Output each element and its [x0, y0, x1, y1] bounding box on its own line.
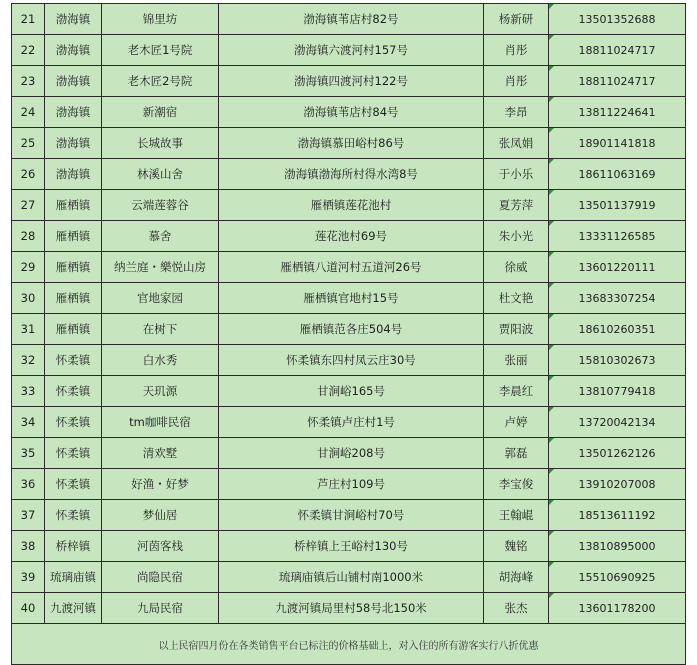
- cell-number: 36: [12, 469, 45, 500]
- cell-town: 渤海镇: [45, 4, 102, 35]
- cell-homestay-name: 锦里坊: [102, 4, 219, 35]
- table-row: [12, 469, 686, 500]
- cell-homestay-name: 尚隐民宿: [102, 562, 219, 593]
- cell-address: 桥梓镇上王峪村130号: [219, 531, 484, 562]
- cell-number: 23: [12, 66, 45, 97]
- cell-homestay-name: 天玑源: [102, 376, 219, 407]
- cell-number: 38: [12, 531, 45, 562]
- cell-phone: 18901141818: [549, 128, 686, 159]
- table-row: [12, 128, 686, 159]
- cell-homestay-name: 老木匠2号院: [102, 66, 219, 97]
- cell-phone: 13910207008: [549, 469, 686, 500]
- cell-address: 雁栖镇范各庄504号: [219, 314, 484, 345]
- cell-homestay-name: 好渔・好梦: [102, 469, 219, 500]
- cell-homestay-name: 慕舍: [102, 221, 219, 252]
- cell-address: 怀柔镇卢庄村1号: [219, 407, 484, 438]
- cell-number: 30: [12, 283, 45, 314]
- cell-homestay-name: 白水秀: [102, 345, 219, 376]
- cell-town: 怀柔镇: [45, 438, 102, 469]
- cell-town: 怀柔镇: [45, 469, 102, 500]
- cell-town: 怀柔镇: [45, 407, 102, 438]
- table-row: [12, 407, 686, 438]
- cell-phone: 18811024717: [549, 66, 686, 97]
- table-row: [12, 159, 686, 190]
- table-row: [12, 345, 686, 376]
- cell-number: 39: [12, 562, 45, 593]
- cell-address: 渤海镇渤海所村得水湾8号: [219, 159, 484, 190]
- cell-town: 琉璃庙镇: [45, 562, 102, 593]
- cell-number: 35: [12, 438, 45, 469]
- cell-address: 甘涧峪165号: [219, 376, 484, 407]
- cell-number: 40: [12, 593, 45, 624]
- table-row: [12, 66, 686, 97]
- cell-contact: 徐威: [484, 252, 549, 283]
- cell-phone: 13501262126: [549, 438, 686, 469]
- cell-town: 雁栖镇: [45, 314, 102, 345]
- cell-homestay-name: 九局民宿: [102, 593, 219, 624]
- cell-address: 甘涧峪208号: [219, 438, 484, 469]
- table-row: [12, 531, 686, 562]
- cell-homestay-name: 清欢墅: [102, 438, 219, 469]
- cell-address: 渤海镇六渡河村157号: [219, 35, 484, 66]
- cell-number: 22: [12, 35, 45, 66]
- cell-number: 32: [12, 345, 45, 376]
- cell-number: 25: [12, 128, 45, 159]
- cell-homestay-name: 梦仙居: [102, 500, 219, 531]
- cell-phone: 18610260351: [549, 314, 686, 345]
- cell-number: 28: [12, 221, 45, 252]
- cell-address: 渤海镇慕田峪村86号: [219, 128, 484, 159]
- cell-town: 桥梓镇: [45, 531, 102, 562]
- cell-number: 29: [12, 252, 45, 283]
- cell-phone: 13720042134: [549, 407, 686, 438]
- table-row: [12, 593, 686, 624]
- cell-town: 雁栖镇: [45, 190, 102, 221]
- cell-contact: 肖彤: [484, 35, 549, 66]
- cell-address: 芦庄村109号: [219, 469, 484, 500]
- cell-address: 渤海镇苇店村84号: [219, 97, 484, 128]
- table-row: [12, 97, 686, 128]
- cell-phone: 18513611192: [549, 500, 686, 531]
- cell-contact: 张丽: [484, 345, 549, 376]
- cell-contact: 贾阳波: [484, 314, 549, 345]
- table-row: [12, 562, 686, 593]
- cell-number: 34: [12, 407, 45, 438]
- cell-town: 怀柔镇: [45, 500, 102, 531]
- cell-contact: 朱小光: [484, 221, 549, 252]
- cell-number: 21: [12, 4, 45, 35]
- cell-homestay-name: 新潮宿: [102, 97, 219, 128]
- cell-contact: 张杰: [484, 593, 549, 624]
- cell-phone: 13601220111: [549, 252, 686, 283]
- cell-homestay-name: 纳兰庭・樂悦山房: [102, 252, 219, 283]
- cell-homestay-name: 林溪山舍: [102, 159, 219, 190]
- cell-address: 渤海镇四渡河村122号: [219, 66, 484, 97]
- cell-address: 渤海镇苇店村82号: [219, 4, 484, 35]
- cell-town: 渤海镇: [45, 35, 102, 66]
- cell-contact: 肖彤: [484, 66, 549, 97]
- cell-address: 莲花池村69号: [219, 221, 484, 252]
- cell-town: 雁栖镇: [45, 283, 102, 314]
- table-row: [12, 500, 686, 531]
- cell-contact: 李宝俊: [484, 469, 549, 500]
- cell-address: 雁栖镇八道河村五道河26号: [219, 252, 484, 283]
- cell-contact: 卢婷: [484, 407, 549, 438]
- cell-address: 琉璃庙镇后山铺村南1000米: [219, 562, 484, 593]
- cell-contact: 胡海峰: [484, 562, 549, 593]
- cell-contact: 王翰崐: [484, 500, 549, 531]
- cell-number: 33: [12, 376, 45, 407]
- cell-town: 渤海镇: [45, 128, 102, 159]
- table-row: [12, 35, 686, 66]
- cell-homestay-name: 长城故事: [102, 128, 219, 159]
- cell-phone: 13683307254: [549, 283, 686, 314]
- cell-contact: 于小乐: [484, 159, 549, 190]
- cell-address: 雁栖镇莲花池村: [219, 190, 484, 221]
- table-row: [12, 221, 686, 252]
- cell-phone: 13501352688: [549, 4, 686, 35]
- cell-contact: 夏芳萍: [484, 190, 549, 221]
- cell-phone: 15510690925: [549, 562, 686, 593]
- cell-contact: 李晨红: [484, 376, 549, 407]
- table-row: [12, 376, 686, 407]
- footer-row: [12, 624, 686, 665]
- table-row: [12, 190, 686, 221]
- cell-contact: 杨新研: [484, 4, 549, 35]
- cell-address: 怀柔镇甘涧峪村70号: [219, 500, 484, 531]
- cell-phone: 18611063169: [549, 159, 686, 190]
- table-body: [12, 4, 686, 624]
- cell-phone: 18811024717: [549, 35, 686, 66]
- table-row: [12, 438, 686, 469]
- cell-town: 雁栖镇: [45, 221, 102, 252]
- table-row: [12, 4, 686, 35]
- cell-phone: 13811224641: [549, 97, 686, 128]
- cell-number: 37: [12, 500, 45, 531]
- cell-address: 怀柔镇东四村凤云庄30号: [219, 345, 484, 376]
- cell-homestay-name: 老木匠1号院: [102, 35, 219, 66]
- cell-contact: 李昂: [484, 97, 549, 128]
- cell-phone: 13601178200: [549, 593, 686, 624]
- cell-contact: 魏铭: [484, 531, 549, 562]
- cell-homestay-name: 官地家园: [102, 283, 219, 314]
- cell-phone: 13810895000: [549, 531, 686, 562]
- cell-contact: 张凤娟: [484, 128, 549, 159]
- table-row: [12, 252, 686, 283]
- cell-homestay-name: 河茵客栈: [102, 531, 219, 562]
- cell-town: 渤海镇: [45, 97, 102, 128]
- cell-number: 26: [12, 159, 45, 190]
- cell-homestay-name: 在树下: [102, 314, 219, 345]
- cell-number: 31: [12, 314, 45, 345]
- cell-town: 渤海镇: [45, 66, 102, 97]
- cell-town: 九渡河镇: [45, 593, 102, 624]
- cell-town: 渤海镇: [45, 159, 102, 190]
- cell-phone: 13331126585: [549, 221, 686, 252]
- footer-note: 以上民宿四月份在各类销售平台已标注的价格基础上，对入住的所有游客实行八折优惠: [12, 624, 686, 665]
- cell-town: 怀柔镇: [45, 376, 102, 407]
- cell-contact: 杜文艳: [484, 283, 549, 314]
- table-row: [12, 314, 686, 345]
- cell-phone: 15810302673: [549, 345, 686, 376]
- cell-phone: 13501137919: [549, 190, 686, 221]
- table-row: [12, 283, 686, 314]
- cell-town: 怀柔镇: [45, 345, 102, 376]
- cell-phone: 13810779418: [549, 376, 686, 407]
- cell-number: 24: [12, 97, 45, 128]
- cell-number: 27: [12, 190, 45, 221]
- cell-contact: 郭磊: [484, 438, 549, 469]
- homestay-table: [11, 3, 686, 665]
- cell-town: 雁栖镇: [45, 252, 102, 283]
- cell-homestay-name: 云端莲蓉谷: [102, 190, 219, 221]
- cell-homestay-name: tm咖啡民宿: [102, 407, 219, 438]
- cell-address: 雁栖镇官地村15号: [219, 283, 484, 314]
- cell-address: 九渡河镇局里村58号北150米: [219, 593, 484, 624]
